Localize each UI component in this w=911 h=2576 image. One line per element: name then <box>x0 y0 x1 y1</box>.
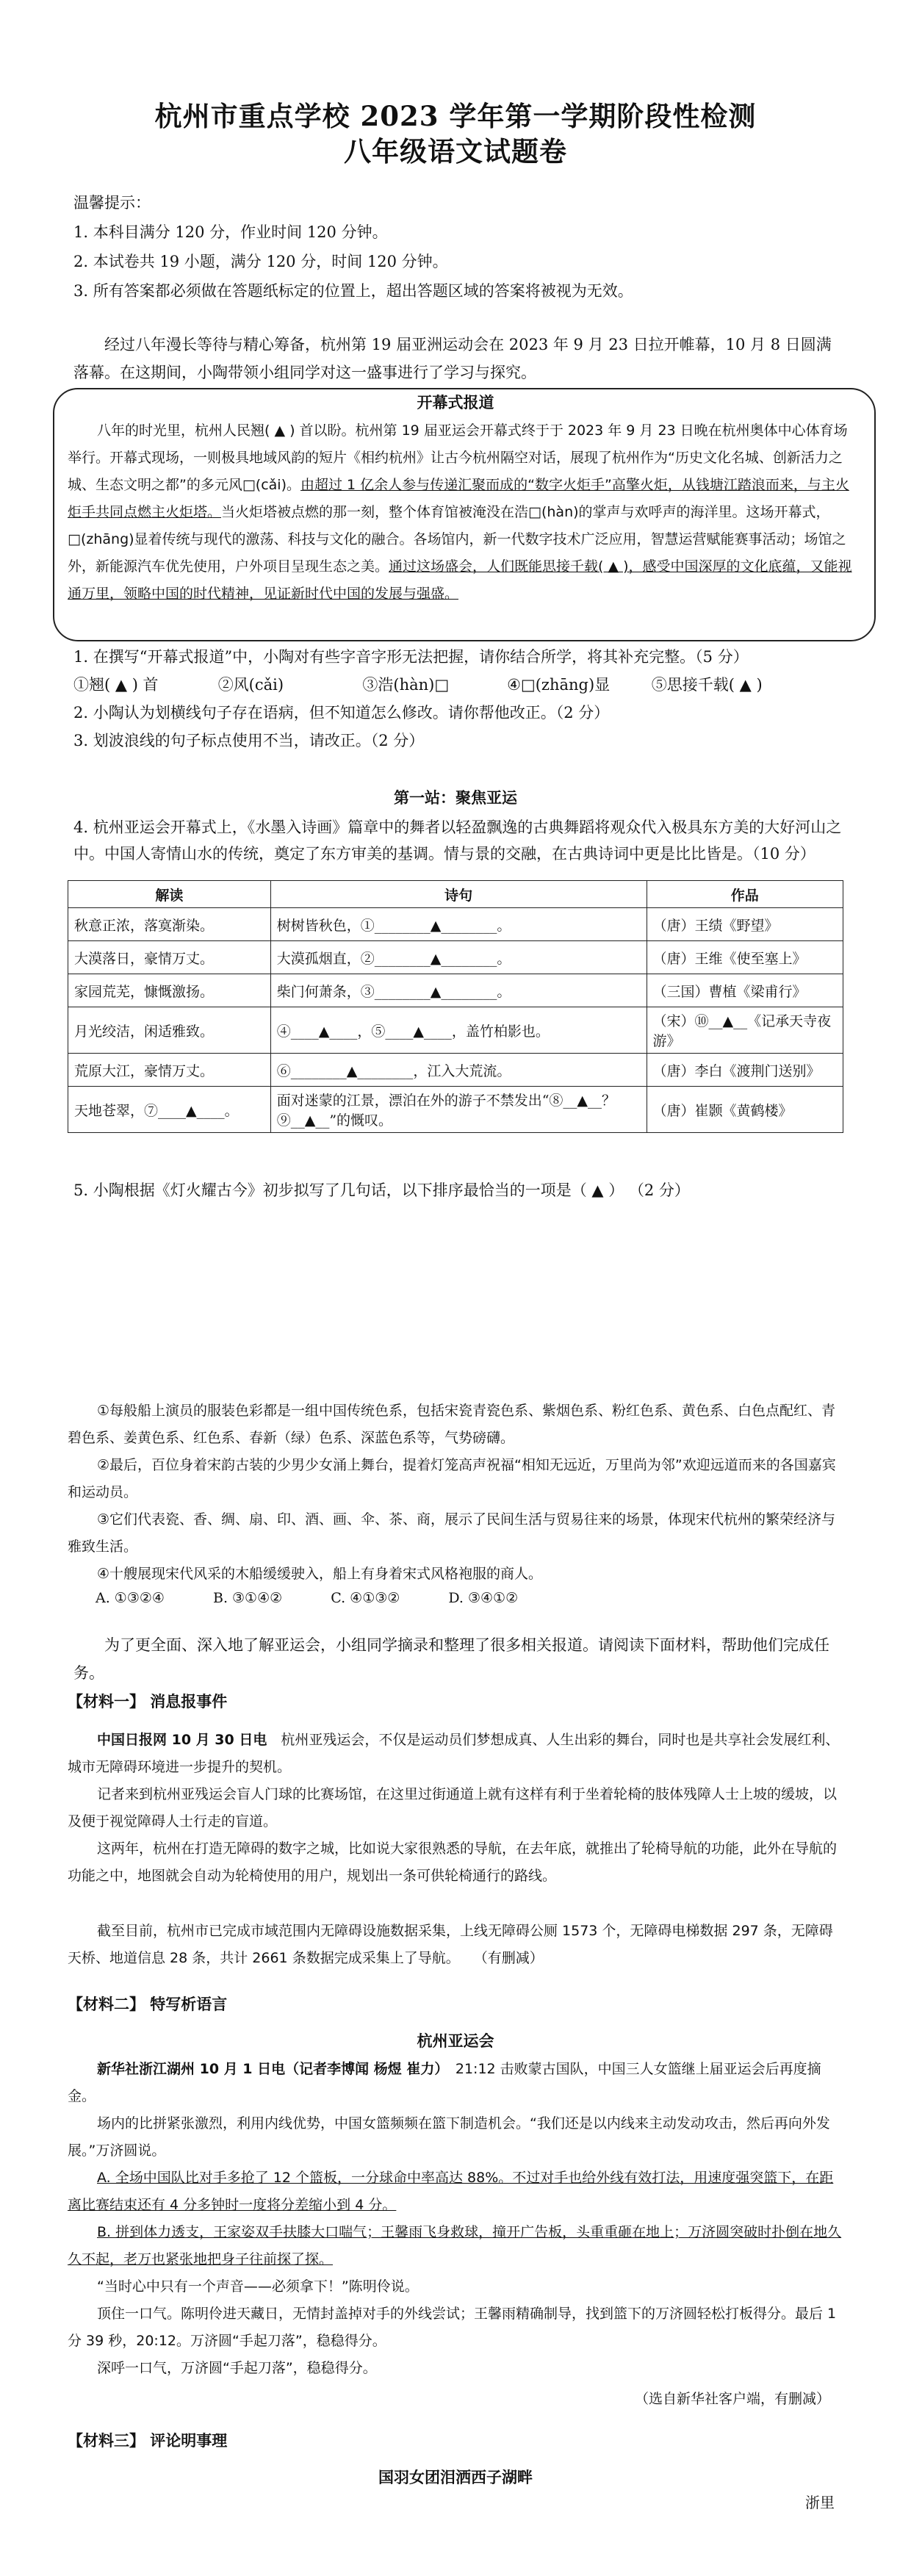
material-2-source: （选自新华社客户端，有删减） <box>634 2391 830 2407</box>
question-2: 2. 小陶认为划横线句子存在语病，但不知道怎么修改。请你帮他改正。（2 分） <box>73 704 610 722</box>
option-d: D. ③④①② <box>448 1590 519 1606</box>
tips-label: 温馨提示： <box>73 194 151 212</box>
table-row <box>68 1054 843 1087</box>
table-cell: （唐）王绩《野望》 <box>647 908 843 941</box>
report-title: 开幕式报道 <box>417 393 494 411</box>
material-1-note: （有删减） <box>480 1950 544 1966</box>
poem-table-header: 诗句 <box>270 881 647 908</box>
table-row <box>68 908 843 941</box>
material-2-sentence-a: A. 全场中国队比对手多抢了 12 个篮板，一分球命中率高达 88%。不过对手也给外线有效打法，用速度强突篮下，在距离比赛结束还有 4 分多钟时一度将分差缩小到 4 分。 <box>68 2170 834 2213</box>
q1-item: ⑤思接千载( ▲ ) <box>651 676 763 694</box>
intro-paragraph: 经过八年漫长等待与精心筹备，杭州第 19 届亚洲运动会在 2023 年 9 月 23 日拉开帷幕，10 月 8 日圆满落幕。在这期间，小陶带领小组同学对这一盛事进行了学习与探究。 <box>73 336 832 381</box>
report-p1: 八年的时光里，杭州人民翘( ▲ ) 首以盼。杭州第 19 届亚运会开幕式终于于 2023 年 9 月 23 日晚在杭州奥体中心体育场举行。开幕式现场，一则极具地域风韵的短片《相约杭州》让古今杭州隔空对话，展现了杭州作为“历史文化名城、创新活力之城、生态文明之都”的多元风□(cǎi)。 <box>68 422 848 493</box>
material-1-text: 截至目前，杭州市已完成市域范围内无障碍设施数据采集，上线无障碍公厕 1573 个，无障碍电梯数据 297 条，无障碍天桥、地道信息 28 条，共计 2661 条数据完成采集上了导航。 <box>68 1923 833 1966</box>
question-3: 3. 划波浪线的句子标点使用不当，请改正。（2 分） <box>73 732 425 749</box>
table-cell: 天地苍翠，⑦____▲____。 <box>68 1087 271 1133</box>
report-p2-wavy: 通过这场盛会，人们既能思接千载( ▲ )，感受中国深厚的文化底蕴，又能视通万里，领略中国的时代精神，见证新时代中国的发展与强盛。 <box>68 558 852 602</box>
material-1-p3: 这两年，杭州在打造无障碍的数字之城，比如说大家很熟悉的导航，在去年底，就推出了轮椅导航的功能，此外在导航的功能之中，地图就会自动为轮椅使用的用户，规划出一条可供轮椅通行的路线。 <box>68 1841 838 1884</box>
option-a: A. ①③②④ <box>96 1590 165 1606</box>
report-text <box>68 417 861 608</box>
table-cell: 树树皆秋色，①________▲________。 <box>270 908 647 941</box>
table-row <box>68 974 843 1007</box>
question-4: 4. 杭州亚运会开幕式上，《水墨入诗画》篇章中的舞者以轻盈飘逸的古典舞蹈将观众代入极具东方美的大好河山之中。中国人寄情山水的传统，奠定了东方审美的基调。情与景的交融，在古典诗词中更是比比皆是。（10 分） <box>73 819 842 863</box>
poem-table-header: 作品 <box>647 881 843 908</box>
table-cell: 家园荒芜，慷慨激扬。 <box>68 974 271 1007</box>
material-3-label: 【材料三】 评论明事理 <box>68 2431 228 2450</box>
option-c: C. ④①③② <box>331 1590 400 1606</box>
table-cell: （唐）崔颢《黄鹤楼》 <box>647 1087 843 1133</box>
option-b: B. ③①④② <box>212 1590 283 1606</box>
table-row <box>68 1007 843 1054</box>
table-cell: 柴门何萧条，③________▲________。 <box>270 974 647 1007</box>
poem-table-header-row <box>68 881 843 908</box>
q5-options <box>96 1590 562 1606</box>
question-1: 1. 在撰写“开幕式报道”中，小陶对有些字音字形无法把握，请你结合所学，将其补充完整。（5 分） <box>73 648 749 666</box>
material-2-p4: “当时心中只有一个声音——必须拿下！”陈明伶说。 <box>97 2278 419 2295</box>
table-cell: 秋意正浓，落寞渐染。 <box>68 908 271 941</box>
material-2-text: 21:12 击败蒙古国队，中国三人女篮继上届亚运会后再度摘金。 <box>68 2061 821 2104</box>
material-2-p6: 深呼一口气，万济圆“手起刀落”，稳稳得分。 <box>97 2360 377 2376</box>
q1-item: ①翘( ▲ ) 首 <box>73 676 159 694</box>
material-1-dateline: 中国日报网 10 月 30 日电 <box>97 1732 267 1748</box>
q5-sentence: ③它们代表瓷、香、绸、扇、印、酒、画、伞、茶、商，展示了民间生活与贸易往来的场景，体现宋代杭州的繁荣经济与雅致生活。 <box>68 1511 836 1555</box>
poem-table-header: 解读 <box>68 881 271 908</box>
station-1-title: 第一站：聚焦亚运 <box>394 788 517 807</box>
table-cell: （三国）曹植《梁甫行》 <box>647 974 843 1007</box>
materials-lead: 为了更全面、深入地了解亚运会，小组同学摘录和整理了很多相关报道。请阅读下面材料，帮助他们完成任务。 <box>73 1636 829 1682</box>
table-cell: 荒原大江，豪情万丈。 <box>68 1054 271 1087</box>
material-3-title: 国羽女团泪洒西子湖畔 <box>378 2468 533 2486</box>
table-cell: （唐）李白《渡荆门送别》 <box>647 1054 843 1087</box>
material-2-p1 <box>68 2056 846 2110</box>
material-2-label: 【材料二】 特写析语言 <box>68 1995 228 2013</box>
table-cell: 大漠孤烟直，②________▲________。 <box>270 941 647 974</box>
tip-item: 1. 本科目满分 120 分，作业时间 120 分钟。 <box>73 223 388 241</box>
q5-sentence: ②最后，百位身着宋韵古装的少男少女涌上舞台，提着灯笼高声祝福“相知无远近，万里尚为邻”欢迎远道而来的各国嘉宾和运动员。 <box>68 1457 836 1500</box>
material-1-label: 【材料一】 消息报事件 <box>68 1692 228 1710</box>
q1-item: ②风(cǎi) <box>217 676 284 694</box>
q5-sentence: ④十艘展现宋代风采的木船缓缓驶入，船上有身着宋式风格袍服的商人。 <box>97 1566 543 1582</box>
table-row <box>68 1087 843 1133</box>
table-cell: 月光绞洁，闲适雅致。 <box>68 1007 271 1054</box>
material-2-title: 杭州亚运会 <box>417 2032 494 2050</box>
material-2-sentence-b: B. 拼到体力透支，王家姿双手扶膝大口喘气；王馨雨飞身救球，撞开广告板，头重重砸在地上；万济圆突破时扑倒在地久久不起，老万也紧张地把身子往前探了探。 <box>68 2224 842 2267</box>
page-footer: 浙里 <box>805 2494 835 2511</box>
q1-item: ④□(zhāng)显 <box>507 676 611 694</box>
exam-subtitle: 八年级语文试题卷 <box>344 135 567 168</box>
tip-item: 2. 本试卷共 19 小题，满分 120 分，时间 120 分钟。 <box>73 253 448 270</box>
material-1-p2: 记者来到杭州亚残运会盲人门球的比赛场馆，在这里过街通道上就有这样有利于坐着轮椅的肢体残障人士上坡的缓坡，以及便于视觉障碍人士行走的盲道。 <box>68 1786 838 1830</box>
report-p2: 当火炬塔被点燃的那一刻，整个体育馆被淹没在浩□(hàn)的掌声与欢呼声的海洋里。这场开幕式，□(zhāng)显着传统与现代的激荡、科技与文化的融合。各场馆内，新一代数字技术广泛应用，智慧运营赋能赛事活动；场馆之外，新能源汽车优先使用，户外项目呈现生态之美。 <box>68 504 846 575</box>
material-2-p5: 顶住一口气。陈明伶进天藏日，无情封盖掉对手的外线尝试；王馨雨精确制导，找到篮下的万济圆轻松打板得分。最后 1 分 39 秒，20:12。万济圆“手起刀落”，稳稳得分。 <box>68 2306 837 2349</box>
tip-item: 3. 所有答案都必须做在答题纸标定的位置上，超出答题区域的答案将被视为无效。 <box>73 282 633 300</box>
report-p1-underlined: 由超过 1 亿余人参与传递汇聚而成的“数字火炬手”高擎火炬，从钱塘江踏浪而来，与主火炬手共同点燃主火炬塔。 <box>68 477 849 520</box>
table-cell: 面对迷蒙的江景，漂泊在外的游子不禁发出“⑧__▲__？⑨__▲__”的慨叹。 <box>270 1087 647 1133</box>
material-1-p1 <box>68 1727 846 1781</box>
q5-sentence: ①每般船上演员的服装色彩都是一组中国传统色系，包括宋瓷青瓷色系、紫烟色系、粉红色系、黄色系、白色点配红、青碧色系、姜黄色系、红色系、春新（绿）色系、深蓝色系等，气势磅礴。 <box>68 1403 836 1446</box>
material-1-text: 杭州亚残运会，不仅是运动员们梦想成真、人生出彩的舞台，同时也是共享社会发展红利、城市无障碍环境进一步提升的契机。 <box>68 1732 840 1775</box>
table-cell: （唐）王维《使至塞上》 <box>647 941 843 974</box>
q1-item: ③浩(hàn)□ <box>362 676 450 694</box>
table-cell: ④____▲____，⑤____▲____，盖竹柏影也。 <box>270 1007 647 1054</box>
material-2-p2: 场内的比拼紧张激烈，利用内线优势，中国女篮频频在篮下制造机会。“我们还是以内线来主动发动攻击，然后再向外发展。”万济圆说。 <box>68 2115 830 2159</box>
table-cell: ⑥________▲________，江入大荒流。 <box>270 1054 647 1087</box>
material-1-p4 <box>68 1918 846 1972</box>
table-cell: （宋）⑩__▲__《记承天寺夜游》 <box>647 1007 843 1054</box>
exam-title: 杭州市重点学校 2023 学年第一学期阶段性检测 <box>154 100 757 132</box>
question-5: 5. 小陶根据《灯火耀古今》初步拟写了几句话，以下排序最恰当的一项是（ ▲ ） （2 分） <box>73 1181 690 1199</box>
poem-table <box>68 880 843 1133</box>
material-2-dateline: 新华社浙江湖州 10 月 1 日电（记者李博闻 杨煜 崔力） <box>97 2061 442 2077</box>
question-1-items <box>73 674 852 695</box>
table-cell: 大漠落日，豪情万丈。 <box>68 941 271 974</box>
table-row <box>68 941 843 974</box>
